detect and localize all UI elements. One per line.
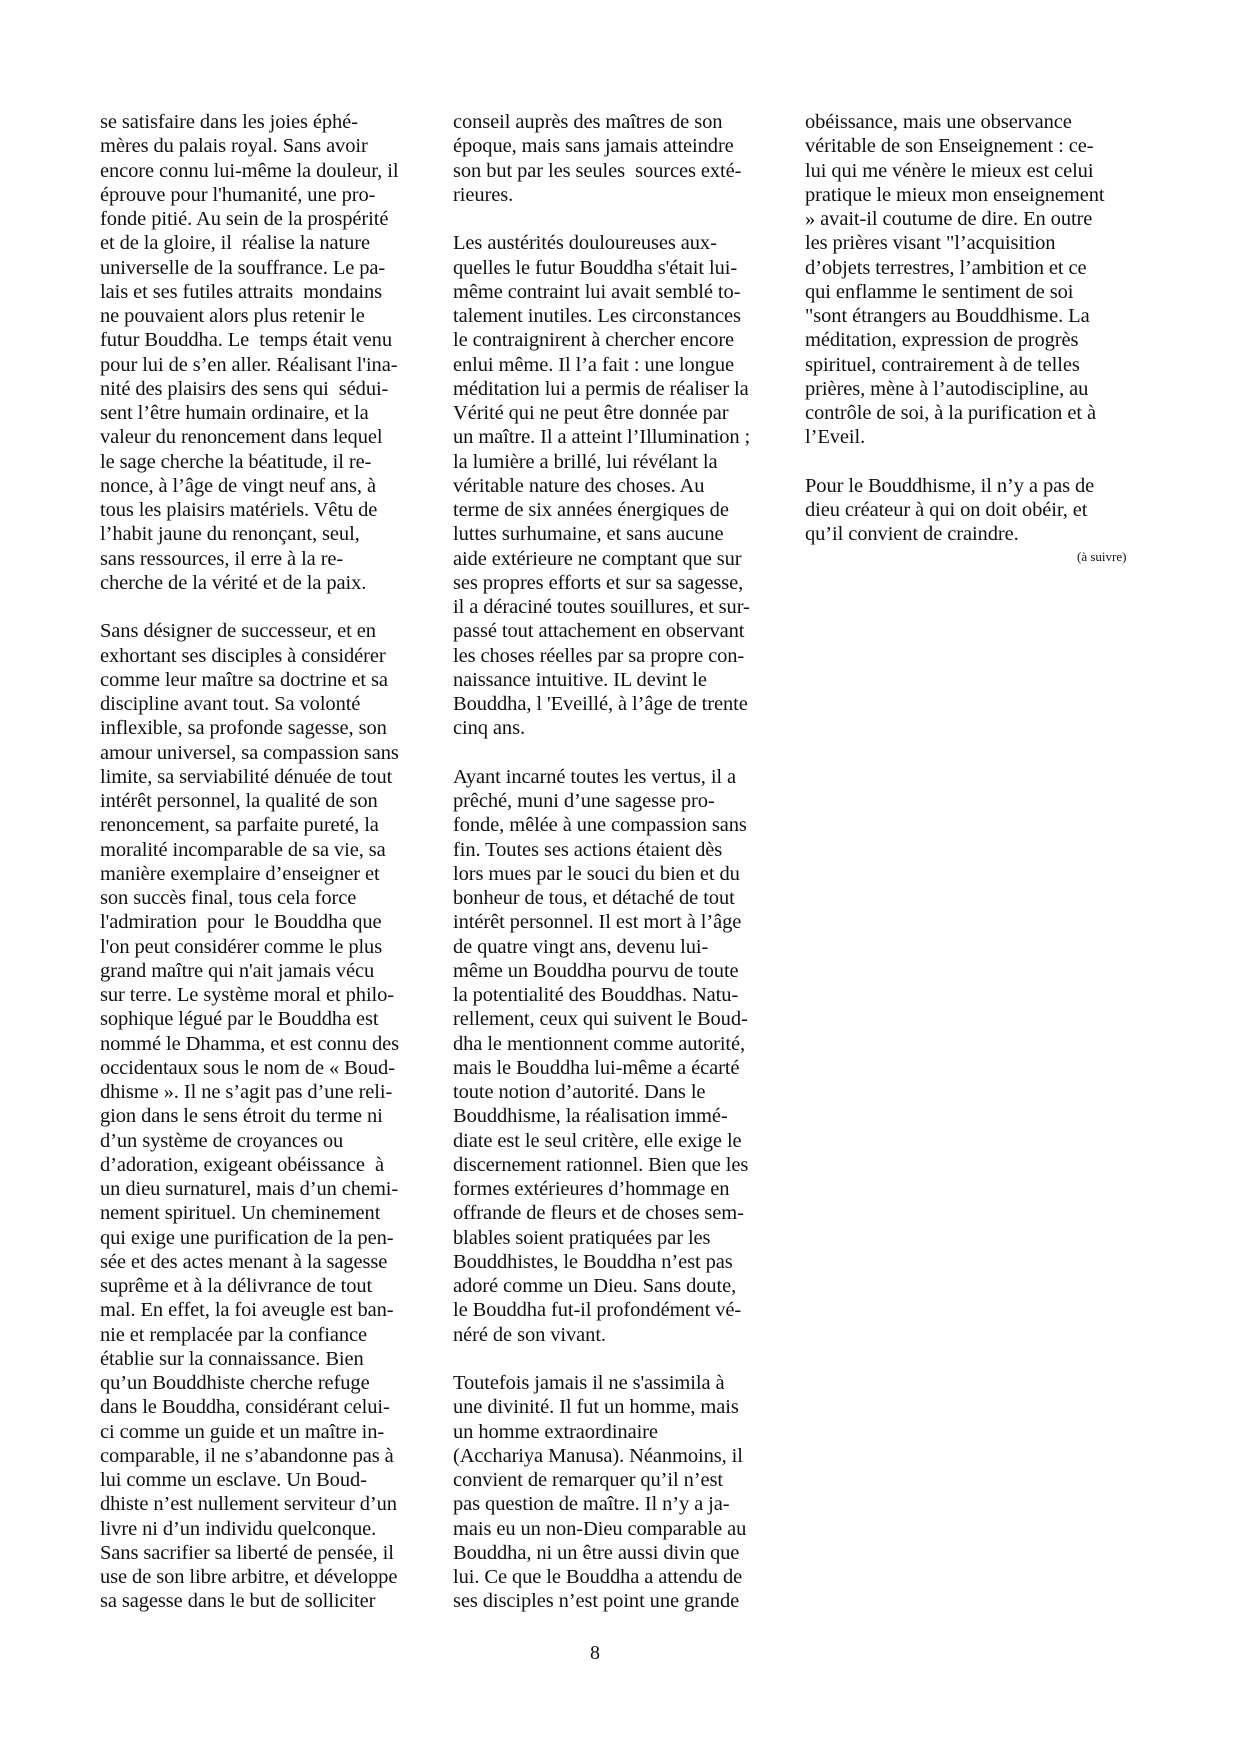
- text-line: méditation lui a permis de réaliser la: [453, 377, 749, 400]
- text-line: cherche de la vérité et de la paix.: [100, 571, 367, 594]
- text-line: (Acchariya Manusa). Néanmoins, il: [453, 1444, 743, 1467]
- text-line: rellement, ceux qui suivent le Boud-: [453, 1008, 748, 1031]
- text-line: futur Bouddha. Le temps était venu: [100, 329, 392, 352]
- text-column-3: [805, 110, 1150, 547]
- text-line: le contraignirent à chercher encore: [453, 329, 735, 352]
- text-line: et de la gloire, il réalise la nature: [100, 232, 370, 255]
- text-line: pour lui de s’en aller. Réalisant l'ina-: [100, 353, 398, 376]
- text-line: d’un système de croyances ou: [100, 1129, 344, 1152]
- text-line: dha le mentionnent comme autorité,: [453, 1032, 746, 1055]
- text-line: Sans sacrifier sa liberté de pensée, il: [100, 1541, 394, 1564]
- text-line: dhisme ». Il ne s’agit pas d’une reli-: [100, 1081, 393, 1103]
- text-line: fonde, mêlée à une compassion sans: [453, 814, 747, 837]
- text-line: fonde pitié. Au sein de la prospérité: [100, 208, 389, 230]
- text-line: le sage cherche la béatitude, il re-: [100, 450, 372, 473]
- text-line: moralité incomparable de sa vie, sa: [100, 838, 386, 861]
- paragraph-gap: [453, 207, 798, 231]
- text-line: comme leur maître sa doctrine et sa: [100, 668, 388, 691]
- text-line: prières, mène à l’autodiscipline, au: [805, 377, 1089, 400]
- text-line: nement spirituel. Un cheminement: [100, 1202, 381, 1225]
- text-line: lais et ses futiles attraits mondains: [100, 280, 383, 303]
- text-line: sa sagesse dans le but de solliciter: [100, 1590, 376, 1613]
- text-line: nommé le Dhamma, et est connu des: [100, 1032, 399, 1055]
- text-line: un maître. Il a atteint l’Illumination ;: [453, 426, 751, 449]
- text-line: Toutefois jamais il ne s'assimila à: [453, 1372, 725, 1394]
- text-line: gion dans le sens étroit du terme ni: [100, 1105, 383, 1128]
- text-line: pratique le mieux mon enseignement: [805, 183, 1105, 206]
- paragraph-gap: [453, 741, 798, 765]
- text-line: Les austérités douloureuses aux-: [453, 232, 717, 255]
- text-line: toute notion d’autorité. Dans le: [453, 1081, 706, 1103]
- text-line: ci comme un guide et un maître in-: [100, 1420, 385, 1443]
- paragraph-gap: [453, 1347, 798, 1371]
- text-line: discipline avant tout. Sa volonté: [100, 693, 361, 715]
- text-line: naissance intuitive. IL devint le: [453, 668, 707, 691]
- text-line: l'admiration pour le Bouddha que: [100, 911, 382, 934]
- text-line: son succès final, tous cela force: [100, 887, 357, 909]
- text-line: talement inutiles. Les circonstances: [453, 305, 741, 327]
- text-line: néré de son vivant.: [453, 1323, 606, 1346]
- text-line: blables soient pratiquées par les: [453, 1226, 711, 1249]
- text-line: lors mues par le souci du bien et du: [453, 862, 740, 885]
- text-line: lui comme un esclave. Un Boud-: [100, 1469, 367, 1491]
- text-line: l’habit jaune du renonçant, seul,: [100, 523, 360, 546]
- text-line: l’Eveil.: [805, 426, 866, 449]
- text-line: sée et des actes menant à la sagesse: [100, 1250, 388, 1273]
- text-line: tous les plaisirs matériels. Vêtu de: [100, 499, 378, 521]
- text-line: "sont étrangers au Bouddhisme. La: [805, 305, 1090, 327]
- text-line: mais le Bouddha lui-même a écarté: [453, 1056, 740, 1079]
- text-line: lui. Ce que le Bouddha a attendu de: [453, 1566, 743, 1588]
- text-line: dieu créateur à qui on doit obéir, et: [805, 499, 1088, 521]
- text-line: convient de remarquer qu’il n’est: [453, 1469, 723, 1491]
- text-line: mères du palais royal. Sans avoir: [100, 135, 368, 158]
- text-line: son but par les seules sources exté-: [453, 159, 742, 182]
- text-line: un dieu surnaturel, mais d’un chemi-: [100, 1178, 399, 1200]
- text-line: dans le Bouddha, considérant celui-: [100, 1396, 390, 1419]
- text-line: bonheur de tous, et détaché de tout: [453, 887, 735, 909]
- text-line: Bouddhistes, le Bouddha n’est pas: [453, 1250, 733, 1273]
- text-line: d’objets terrestres, l’ambition et ce: [805, 256, 1087, 279]
- text-line: qu’il convient de craindre.: [805, 523, 1019, 546]
- text-column-1: [100, 110, 445, 1614]
- text-line: d’adoration, exigeant obéissance à: [100, 1153, 384, 1176]
- text-line: terme de six années énergiques de: [453, 499, 729, 521]
- text-line: Vérité qui ne peut être donnée par: [453, 402, 729, 424]
- text-line: se satisfaire dans les joies éphé-: [100, 111, 358, 133]
- text-line: contrôle de soi, à la purification et à: [805, 402, 1096, 424]
- text-line: Bouddhisme, la réalisation immé-: [453, 1105, 728, 1128]
- text-line: » avait-il coutume de dire. En outre: [805, 208, 1093, 230]
- text-line: la lumière a brillé, lui révélant la: [453, 450, 718, 473]
- page-number: 8: [590, 1642, 600, 1664]
- text-line: nité des plaisirs des sens qui sédui-: [100, 377, 389, 400]
- text-line: luttes surhumaine, et sans aucune: [453, 523, 724, 546]
- text-line: méditation, expression de progrès: [805, 329, 1079, 352]
- text-line: ne pouvaient alors plus retenir le: [100, 305, 365, 327]
- text-line: cinq ans.: [453, 717, 525, 740]
- text-line: véritable de son Enseignement : ce-: [805, 135, 1094, 158]
- text-line: occidentaux sous le nom de « Boud-: [100, 1056, 395, 1079]
- text-column-2: [453, 110, 798, 1614]
- text-line: inflexible, sa profonde sagesse, son: [100, 717, 387, 740]
- text-line: même un Bouddha pourvu de toute: [453, 959, 739, 982]
- paragraph-gap: [100, 595, 445, 619]
- text-line: quelles le futur Bouddha s'était lui-: [453, 256, 738, 279]
- text-line: intérêt personnel, la qualité de son: [100, 790, 378, 812]
- text-line: universelle de la souffrance. Le pa-: [100, 256, 386, 279]
- text-line: limite, sa serviabilité dénuée de tout: [100, 765, 393, 788]
- text-line: valeur du renoncement dans lequel: [100, 426, 383, 449]
- text-line: qu’un Bouddhiste cherche refuge: [100, 1372, 370, 1394]
- text-line: aide extérieure ne comptant que sur: [453, 547, 742, 570]
- text-line: nie et remplacée par la confiance: [100, 1323, 368, 1346]
- text-line: même contraint lui avait semblé to-: [453, 280, 741, 303]
- text-line: Bouddha, ni un être aussi divin que: [453, 1541, 740, 1564]
- text-line: sent l’être humain ordinaire, et la: [100, 402, 369, 424]
- text-line: pas question de maître. Il n’y a ja-: [453, 1493, 730, 1516]
- text-line: grand maître qui n'ait jamais vécu: [100, 959, 375, 982]
- text-line: rieures.: [453, 183, 514, 206]
- text-line: formes extérieures d’hommage en: [453, 1178, 730, 1200]
- text-line: la potentialité des Bouddhas. Natu-: [453, 984, 739, 1006]
- text-line: les prières visant "l’acquisition: [805, 232, 1056, 255]
- text-line: prêché, muni d’une sagesse pro-: [453, 790, 715, 812]
- text-line: fin. Toutes ses actions étaient dès: [453, 838, 723, 861]
- text-line: spirituel, contrairement à de telles: [805, 353, 1080, 376]
- text-line: il a déraciné toutes souillures, et sur-: [453, 596, 750, 618]
- text-line: enlui même. Il l’a fait : une longue: [453, 353, 735, 376]
- text-line: Pour le Bouddhisme, il n’y a pas de: [805, 474, 1095, 497]
- text-line: intérêt personnel. Il est mort à l’âge: [453, 911, 742, 934]
- text-line: un homme extraordinaire: [453, 1420, 658, 1443]
- text-line: Bouddha, l 'Eveillé, à l’âge de trente: [453, 693, 748, 715]
- text-line: conseil auprès des maîtres de son: [453, 111, 723, 133]
- text-line: suprême et à la délivrance de tout: [100, 1275, 373, 1297]
- text-line: sans ressources, il erre à la re-: [100, 547, 344, 570]
- text-line: adoré comme un Dieu. Sans doute,: [453, 1275, 737, 1297]
- text-line: exhortant ses disciples à considérer: [100, 644, 386, 667]
- text-line: véritable nature des choses. Au: [453, 474, 705, 497]
- text-line: sur terre. Le système moral et philo-: [100, 984, 395, 1006]
- text-line: l'on peut considérer comme le plus: [100, 935, 383, 958]
- continuation-note: (à suivre): [1077, 549, 1127, 564]
- text-line: manière exemplaire d’enseigner et: [100, 862, 380, 885]
- text-line: mais eu un non-Dieu comparable au: [453, 1517, 747, 1540]
- text-line: une divinité. Il fut un homme, mais: [453, 1396, 739, 1419]
- text-line: ses disciples n’est point une grande: [453, 1590, 740, 1613]
- text-line: ses propres efforts et sur sa sagesse,: [453, 571, 744, 594]
- text-line: use de son libre arbitre, et développe: [100, 1566, 398, 1588]
- text-line: dhiste n’est nullement serviteur d’un: [100, 1493, 397, 1516]
- text-line: mal. En effet, la foi aveugle est ban-: [100, 1299, 394, 1322]
- text-line: encore connu lui-même la douleur, il: [100, 159, 399, 182]
- text-line: offrande de fleurs et de choses sem-: [453, 1202, 744, 1225]
- text-line: amour universel, sa compassion sans: [100, 741, 399, 764]
- text-line: le Bouddha fut-il profondément vé-: [453, 1299, 742, 1322]
- text-line: diate est le seul critère, elle exige le: [453, 1129, 742, 1152]
- text-line: Ayant incarné toutes les vertus, il a: [453, 765, 737, 788]
- text-line: éprouve pour l'humanité, une pro-: [100, 183, 376, 206]
- text-line: de quatre vingt ans, devenu lui-: [453, 935, 709, 958]
- text-line: livre ni d’un individu quelconque.: [100, 1517, 377, 1540]
- text-line: comparable, il ne s’abandonne pas à: [100, 1444, 394, 1467]
- text-line: renoncement, sa parfaite pureté, la: [100, 814, 379, 837]
- text-line: nonce, à l’âge de vingt neuf ans, à: [100, 474, 376, 497]
- text-line: obéissance, mais une observance: [805, 111, 1072, 133]
- text-line: établie sur la connaissance. Bien: [100, 1347, 364, 1370]
- text-line: discernement rationnel. Bien que les: [453, 1153, 749, 1176]
- text-line: qui exige une purification de la pen-: [100, 1226, 394, 1249]
- text-line: qui enflamme le sentiment de soi: [805, 280, 1074, 303]
- text-line: sophique légué par le Bouddha est: [100, 1008, 379, 1031]
- text-line: Sans désigner de successeur, et en: [100, 620, 376, 643]
- text-line: époque, mais sans jamais atteindre: [453, 135, 734, 158]
- paragraph-gap: [805, 450, 1150, 474]
- text-line: les choses réelles par sa propre con-: [453, 644, 745, 667]
- text-line: lui qui me vénère le mieux est celui: [805, 159, 1094, 182]
- text-line: passé tout attachement en observant: [453, 620, 745, 643]
